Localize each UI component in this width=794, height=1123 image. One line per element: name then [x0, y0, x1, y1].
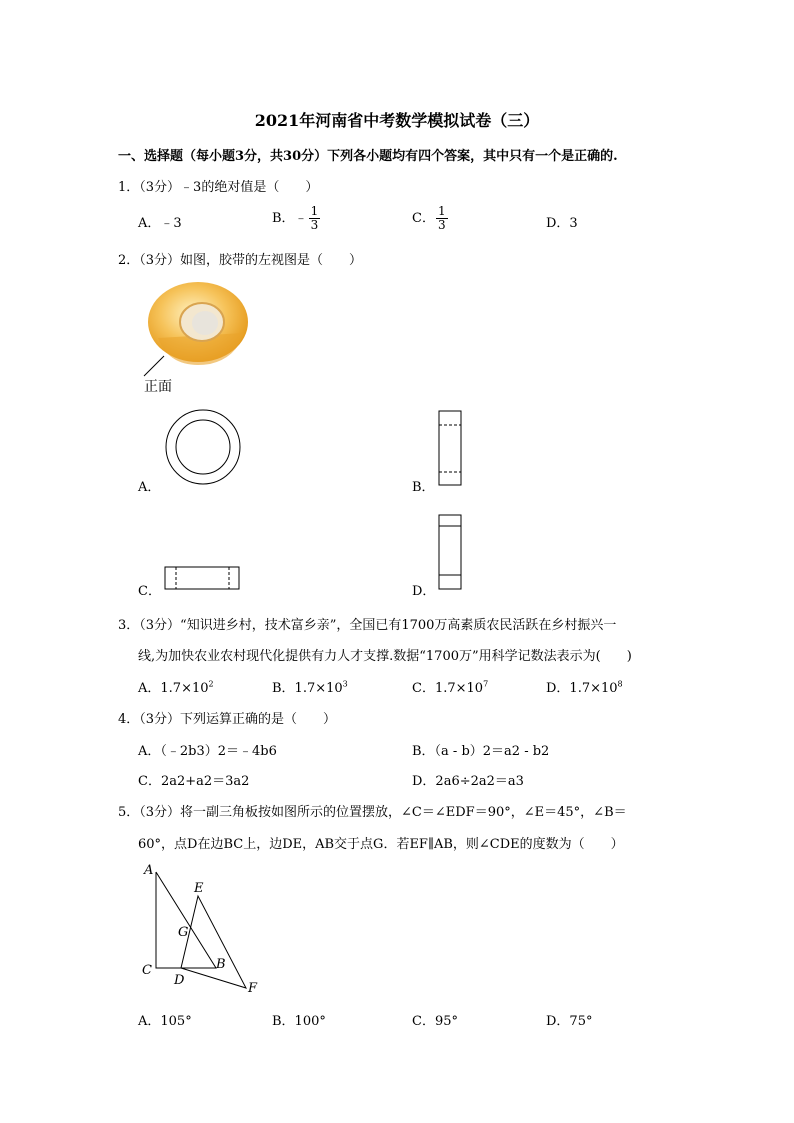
q1-option-a: A．﹣3 — [138, 216, 182, 231]
q5-option-b: B．100° — [272, 1014, 326, 1029]
q5-option-a: A．105° — [138, 1014, 192, 1029]
q3-option-a: A．$1.7\times 10^2$ — [138, 679, 214, 696]
q2-option-d-figure — [438, 514, 464, 592]
question-4-stem: 4．（3分）下列运算正确的是（ ） — [118, 712, 337, 727]
question-1-stem: 1．（3分）﹣3的绝对值是（ ） — [118, 180, 319, 195]
q3-option-c: C．$1.7\times 10^7$ — [412, 679, 489, 696]
q4-option-b: B．（a - b）2＝a2 - b2 — [412, 744, 550, 759]
question-5-line-2: 60°，点D在边BC上，边DE，AB交于点G．若EF∥AB，则∠CDE的度数为（ ） — [138, 837, 624, 852]
question-3-line-1: 3．（3分）“知识进乡村，技术富乡亲”，全国已有1700万高素质农民活跃在乡村振兴一 — [118, 618, 617, 633]
q2-option-a-figure — [164, 408, 244, 488]
label-b: B — [216, 957, 226, 972]
q4-option-d: D．2a6÷2a2＝a3 — [412, 774, 524, 789]
label-d: D — [174, 973, 185, 988]
label-e: E — [194, 881, 204, 896]
label-c: C — [142, 963, 152, 978]
q4-option-a: A．（﹣2b3）2＝﹣4b6 — [138, 744, 277, 759]
q3-option-d: D．$1.7\times 10^8$ — [546, 679, 623, 696]
q2-option-b: B． — [412, 480, 435, 495]
question-5-line-1: 5．（3分）将一副三角板按如图所示的位置摆放，∠C＝∠EDF＝90°，∠E＝45°，∠B＝ — [118, 805, 627, 820]
front-pointer-line — [144, 356, 164, 376]
q1-option-d: D．3 — [546, 216, 578, 231]
q2-option-a: A． — [138, 480, 161, 495]
q2-option-c-figure — [164, 566, 242, 592]
q2-option-b-figure — [438, 410, 464, 488]
q1-option-c: C． $\frac{1}{3}$ — [412, 204, 446, 232]
section-heading: 一、选择题（每小题3分，共30分）下列各小题均有四个答案，其中只有一个是正确的. — [118, 149, 618, 164]
label-a: A — [144, 863, 154, 878]
q5-option-c: C．95° — [412, 1014, 458, 1029]
label-g: G — [178, 925, 189, 940]
q4-option-c: C．2a2+a2＝3a2 — [138, 774, 250, 789]
q5-triangle-figure — [138, 860, 268, 1000]
q3-option-b: B．$1.7\times 10^3$ — [272, 679, 348, 696]
q1-option-b: B．﹣ $\frac{1}{3}$ — [272, 204, 319, 232]
q2-option-c: C． — [138, 584, 161, 599]
q1-b-fraction: $\frac{1}{3}$ — [310, 204, 319, 232]
question-2-stem: 2．（3分）如图，胶带的左视图是（ ） — [118, 253, 363, 268]
q5-option-d: D．75° — [546, 1014, 593, 1029]
page-title: 2021年河南省中考数学模拟试卷（三） — [254, 111, 540, 130]
q1-c-fraction: $\frac{1}{3}$ — [437, 204, 446, 232]
question-3-line-2: 线,为加快农业农村现代化提供有力人才支撑.数据“1700万”用科学记数法表示为( ) — [138, 649, 632, 664]
q2-option-d: D． — [412, 584, 436, 599]
front-caption: 正面 — [144, 379, 172, 395]
label-f: F — [248, 981, 258, 996]
